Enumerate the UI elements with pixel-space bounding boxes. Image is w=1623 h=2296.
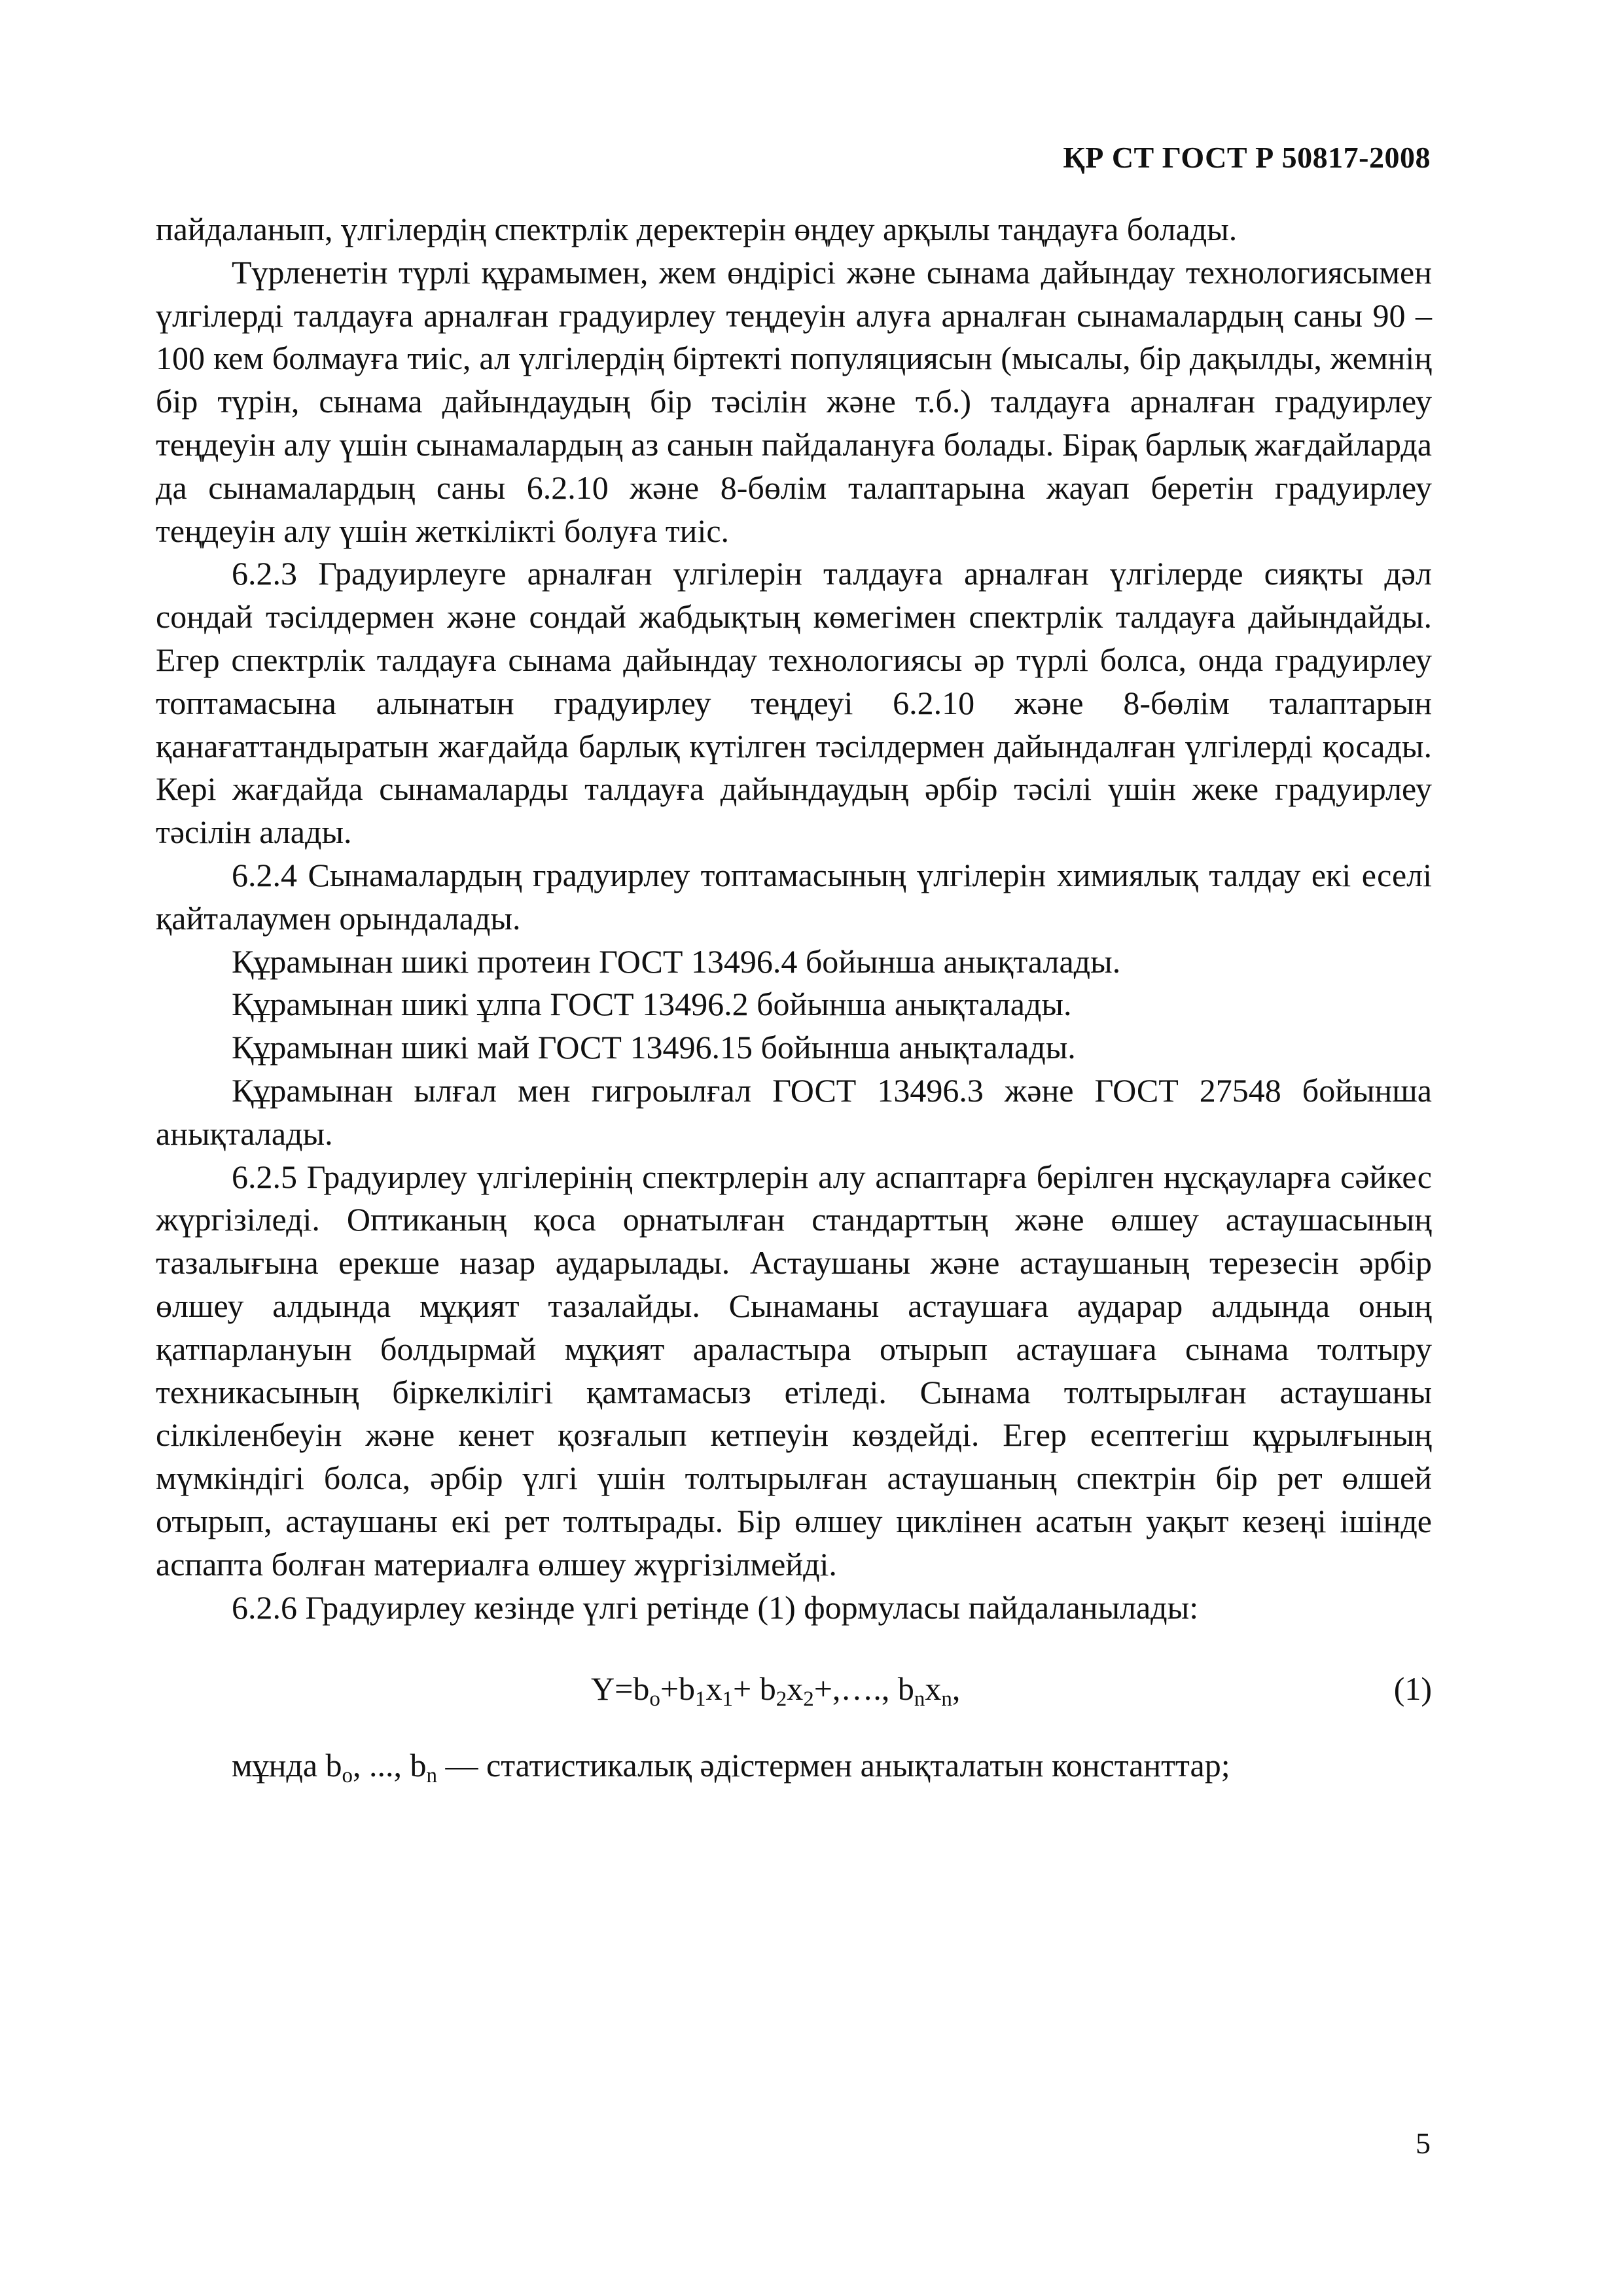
document-body xyxy=(156,208,1432,1787)
page-number: 5 xyxy=(1416,2126,1431,2160)
where-lead: мұнда xyxy=(232,1747,326,1784)
where-subscript: o xyxy=(342,1764,353,1788)
formula-subscript: o xyxy=(649,1687,660,1712)
formula-term: b xyxy=(679,1670,696,1708)
formula-number: (1) xyxy=(1393,1670,1432,1708)
paragraph-moisture: Құрамынан ылғал мен гигроылғал ГОСТ 13496.3 және ГОСТ 27548 бойынша анықталады. xyxy=(156,1071,1432,1152)
formula-term: b xyxy=(759,1670,776,1708)
paragraph-continuation: пайдаланып, үлгілердің спектрлік деректерін өңдеу арқылы таңдауға болады. xyxy=(156,211,1238,247)
paragraph-6-2-4: 6.2.4 Сынамалардың градуирлеу топтамасының үлгілерін химиялық талдау екі еселі қайталаумен орындалады. xyxy=(156,856,1432,937)
formula-subscript: 2 xyxy=(803,1687,814,1712)
formula-subscript: 1 xyxy=(722,1687,734,1712)
formula-block xyxy=(156,1633,1432,1744)
paragraph-6-2-6: 6.2.6 Градуирлеу кезінде үлгі ретінде (1) формуласы пайдаланылады: xyxy=(232,1588,1199,1626)
where-term: b xyxy=(325,1747,342,1784)
formula-term: x xyxy=(787,1670,804,1708)
formula-term: b xyxy=(633,1670,650,1708)
formula-term: b xyxy=(897,1670,914,1708)
where-middle: , ..., xyxy=(353,1747,410,1784)
formula-term: + xyxy=(733,1670,752,1708)
paragraph-fiber: Құрамынан шикі ұлпа ГОСТ 13496.2 бойынша анықталады. xyxy=(232,986,1072,1023)
formula-term: x xyxy=(925,1670,942,1708)
where-clause xyxy=(156,1744,1432,1787)
document-standard-id: ҚР СТ ГОСТ Р 50817-2008 xyxy=(1063,141,1431,174)
formula-term: Y xyxy=(591,1670,615,1708)
formula-subscript: 2 xyxy=(776,1687,787,1712)
formula-term: +,…., xyxy=(813,1670,898,1708)
formula-subscript: n xyxy=(914,1687,925,1712)
formula-subscript: n xyxy=(941,1687,952,1712)
formula-term: , xyxy=(952,1670,961,1708)
paragraph: Түрленетін түрлі құрамымен, жем өндірісі және сынама дайындау технологиясымен үлгілерді талдауға арналған градуирлеу теңдеуін алуға арналған сынамалардың саны 90 – 100 кем болмауға тиіс, ал үлгілердің біртекті популяциясын (мысалы, бір дақылды, жемнің бір түрін, сынама дайындаудың бір тәсілін және т.б.) талдауға арналған градуирлеу теңдеуін алу үшін сынамалардың аз санын пайдалануға болады. Бірақ барлық жағдайларда да сынамалардың саны 6.2.10 және 8-бөлім талаптарына жауап беретін градуирлеу теңдеуін алу үшін жеткілікті болуға тиіс. xyxy=(156,253,1432,549)
where-rest: — статистикалық әдістермен анықталатын константтар; xyxy=(437,1747,1230,1784)
where-term: b xyxy=(410,1747,427,1784)
formula-term: x xyxy=(705,1670,722,1708)
paragraph-6-2-3: 6.2.3 Градуирлеуге арналған үлгілерін талдауға арналған үлгілерде сияқты дәл сондай тәсілдермен және сондай жабдықтың көмегімен спектрлік талдауға дайындайды. Егер спектрлік талдауға сынама дайындау технологиясы әр түрлі болса, онда градуирлеу топтамасына алынатын градуирлеу теңдеуі 6.2.10 және 8-бөлім талаптарын қанағаттандыратын жағдайда барлық күтілген тәсілдермен дайындалған үлгілерді қосады. Кері жағдайда сынамаларды талдауға дайындаудың әрбір тәсілі үшін жеке градуирлеу тәсілін алады. xyxy=(156,555,1432,851)
where-subscript: n xyxy=(426,1764,438,1788)
formula-subscript: 1 xyxy=(695,1687,706,1712)
formula-term: + xyxy=(660,1670,679,1708)
paragraph-fat: Құрамынан шикі май ГОСТ 13496.15 бойынша анықталады. xyxy=(232,1029,1076,1066)
paragraph-6-2-5: 6.2.5 Градуирлеу үлгілерінің спектрлерін алу аспаптарға берілген нұсқауларға сәйкес жүргізіледі. Оптиканың қоса орнатылған стандарттың және өлшеу астаушасының тазалығына ерекше назар аударылады. Астаушаны және астаушаның терезесін әрбір өлшеу алдында мұқият тазалайды. Сынаманы астаушаға аударар алдында оның қатпарлануын болдырмай мұқият араластыра отырып астаушаға сынама толтыру техникасының біркелкілігі қамтамасыз етіледі. Сынама толтырылған астаушаны сілкіленбеуін және кенет қозғалып кетпеуін көздейді. Егер есептегіш құрылғының мүмкіндігі болса, әрбір үлгі үшін толтырылған астаушаның спектрін бір рет өлшей отырып, астаушаны екі рет толтырады. Бір өлшеу циклінен асатын уақыт кезеңі ішінде аспапта болған материалға өлшеу жүргізілмейді. xyxy=(156,1158,1432,1583)
paragraph-protein: Құрамынан шикі протеин ГОСТ 13496.4 бойынша анықталады. xyxy=(232,942,1121,980)
formula-term: = xyxy=(615,1670,633,1708)
regression-formula xyxy=(591,1633,960,1744)
